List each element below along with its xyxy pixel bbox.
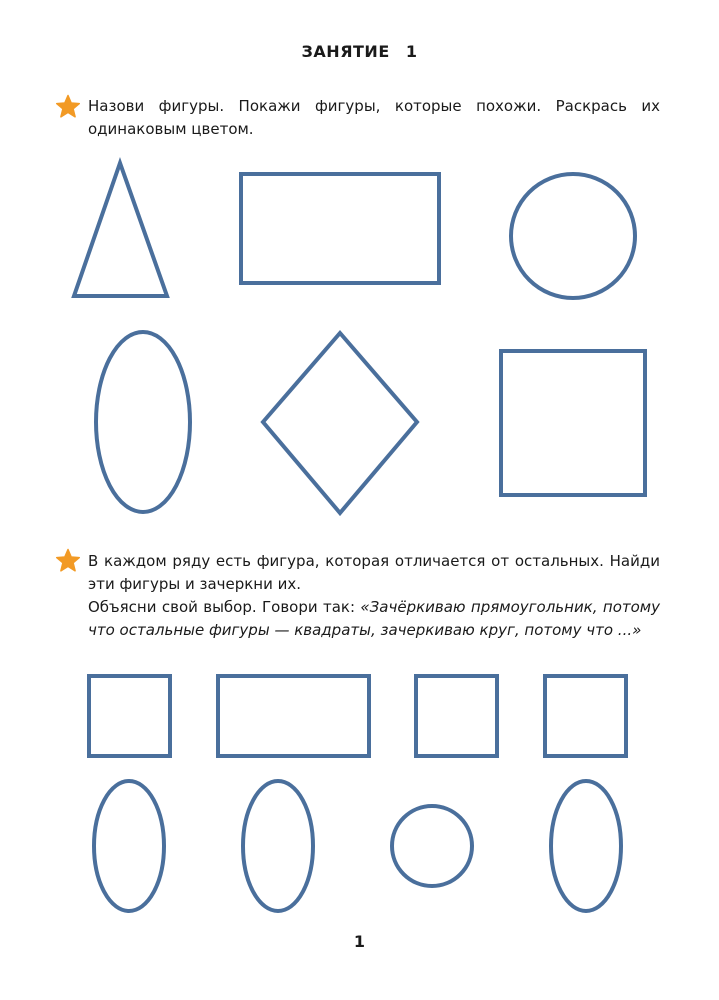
row1-square-2[interactable]	[416, 676, 497, 756]
row1-square-1[interactable]	[89, 676, 170, 756]
triangle-shape[interactable]	[74, 163, 167, 296]
square-shape[interactable]	[501, 351, 645, 495]
task-1-text: Назови фигуры. Покажи фигуры, которые похожи. Раскрась их одинаковым цветом.	[88, 97, 660, 138]
circle-shape[interactable]	[511, 174, 635, 298]
rhombus-shape[interactable]	[263, 333, 417, 513]
page-number: 1	[353, 932, 366, 951]
row2-ellipse-1[interactable]	[94, 781, 164, 911]
task-2-text-line1: В каждом ряду есть фигура, которая отличается от остальных. Найди эти фигуры и зачеркни их.	[88, 552, 660, 593]
row1-square-3[interactable]	[545, 676, 626, 756]
rectangle-shape[interactable]	[241, 174, 439, 283]
row2-ellipse-2[interactable]	[243, 781, 313, 911]
row2-ellipse-3[interactable]	[551, 781, 621, 911]
page-title: ЗАНЯТИЕ 1	[301, 42, 418, 61]
row2-circle[interactable]	[392, 806, 472, 886]
row1-rectangle[interactable]	[218, 676, 369, 756]
task-2-prompt: Объясни свой выбор. Говори так:	[88, 598, 361, 616]
task-2-example-speech: «Зачёркиваю прямоугольник, потому что остальные фигуры — квадраты, зачеркиваю круг, потому что ...»	[88, 598, 660, 639]
ellipse-shape[interactable]	[96, 332, 190, 512]
